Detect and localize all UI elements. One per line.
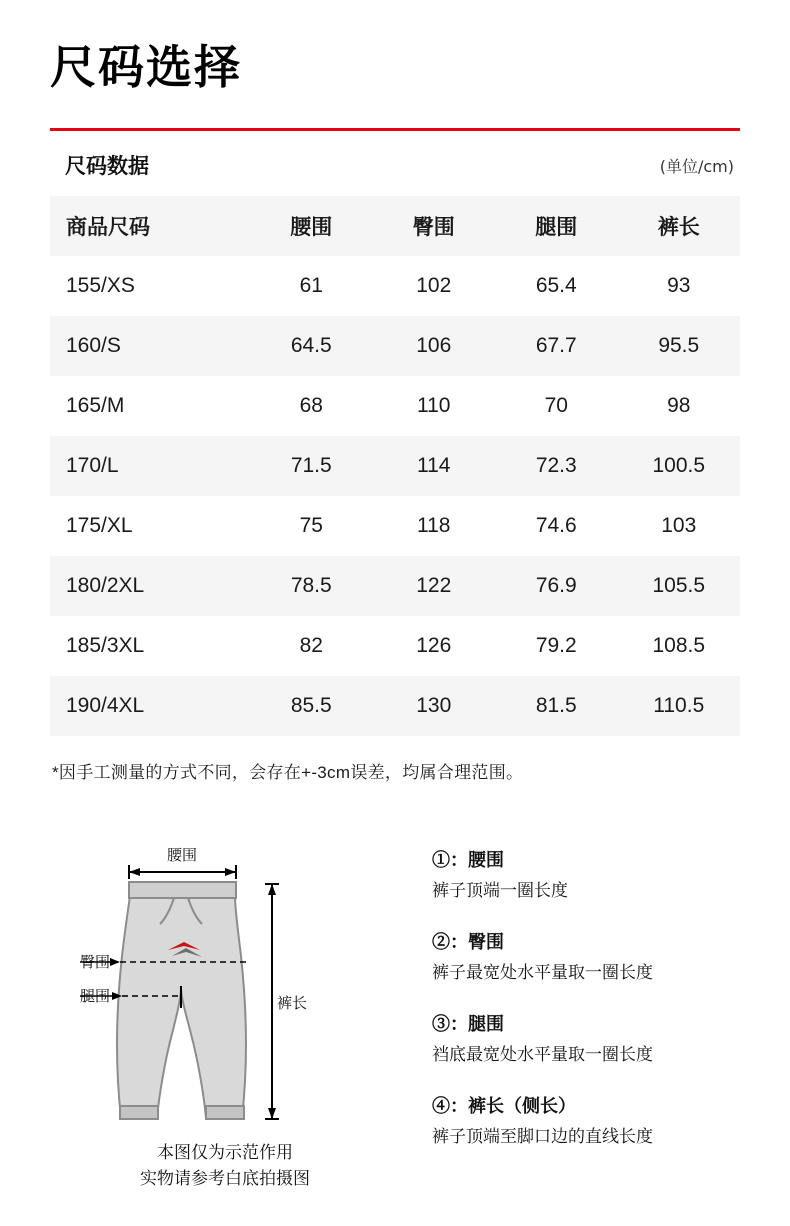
cell-size: 180/2XL [66,574,145,597]
accent-divider [50,128,740,131]
cell-size: 165/M [66,394,125,417]
legend-desc: 裤子顶端一圈长度 [432,881,568,900]
cell-thigh: 72.3 [535,454,577,477]
legend-title: ③：腿围 [432,1014,504,1035]
cell-size: 160/S [66,334,121,357]
column-header-waist: 腰围 [290,216,333,239]
cell-thigh: 70 [544,394,568,417]
cell-hip: 122 [416,574,452,597]
waist-dimension [129,847,236,879]
svg-text:腿围: 腿围 [79,988,110,1005]
cell-hip: 118 [417,514,451,537]
cell-waist: 82 [299,634,323,657]
legend-item-waist [432,846,752,902]
diagram-caption [60,1140,390,1193]
table-unit-label: (单位/cm) [659,157,734,176]
legend-item-thigh [432,1010,752,1066]
cell-size: 170/L [66,454,119,477]
column-header-size: 商品尺码 [66,216,150,239]
size-table [50,196,740,736]
legend-desc: 裤子顶端至脚口边的直线长度 [432,1127,653,1147]
legend-desc: 裆底最宽处水平量取一圈长度 [432,1045,653,1065]
table-row [50,496,740,556]
diagram-caption-line-2: 实物请参考白底拍摄图 [140,1169,310,1189]
table-header-label: 尺码数据 [65,155,149,178]
table-header-bar [50,142,740,188]
svg-text:裤长: 裤长 [276,995,308,1012]
table-row [50,436,740,496]
cell-waist: 71.5 [290,454,332,477]
cell-hip: 114 [417,454,451,477]
cell-waist: 64.5 [290,334,332,357]
cell-waist: 75 [299,514,323,537]
cell-length: 98 [667,394,691,417]
legend-title: ④：裤长（侧长） [432,1096,576,1117]
cell-size: 190/4XL [66,694,145,717]
table-row [50,316,740,376]
cell-length: 105.5 [652,574,706,597]
legend-item-length [432,1092,752,1148]
cell-length: 103 [661,514,697,537]
cell-waist: 78.5 [290,574,332,597]
cell-length: 95.5 [658,334,700,357]
cell-thigh: 67.7 [535,334,577,357]
cell-hip: 106 [416,334,452,357]
table-row [50,676,740,736]
page-title: 尺码选择 [50,40,242,94]
measurement-note: *因手工测量的方式不同，会存在+-3cm误差，均属合理范围。 [52,763,524,782]
cell-length: 100.5 [652,454,706,477]
legend-desc: 裤子最宽处水平量取一圈长度 [432,963,653,983]
cell-size: 175/XL [66,514,133,537]
table-row [50,616,740,676]
table-header-row [50,196,740,256]
cell-thigh: 81.5 [535,694,577,717]
cell-waist: 61 [299,274,323,297]
cell-thigh: 74.6 [535,514,577,537]
table-row [50,376,740,436]
cell-size: 155/XS [66,274,135,297]
cell-thigh: 79.2 [535,634,577,657]
table-row [50,556,740,616]
cell-hip: 110 [417,394,451,417]
table-body [50,256,740,736]
length-dimension [265,884,307,1119]
legend-title: ①：腰围 [432,850,504,870]
cell-hip: 126 [416,634,452,657]
cell-thigh: 76.9 [535,574,577,597]
table-row [50,256,740,316]
cell-size: 185/3XL [66,634,145,657]
cell-thigh: 65.4 [535,274,577,297]
svg-text:臀围: 臀围 [79,954,110,971]
pants-measurement-diagram [60,838,390,1168]
legend-title: ②：臀围 [432,932,504,953]
legend-item-hip [432,928,752,984]
cell-length: 110.5 [653,694,705,717]
svg-text:腰围: 腰围 [166,847,198,864]
cell-length: 108.5 [652,634,706,657]
column-header-length: 裤长 [657,216,700,239]
measurement-legend [432,846,752,1174]
column-header-thigh: 腿围 [535,216,578,239]
cell-hip: 130 [416,694,452,717]
table-head [50,196,740,256]
column-header-hip: 臀围 [412,216,455,239]
cell-length: 93 [667,274,691,297]
cell-hip: 102 [416,274,452,297]
cell-waist: 68 [299,394,323,417]
diagram-caption-line-1: 本图仅为示范作用 [157,1143,293,1162]
cell-waist: 85.5 [290,694,332,717]
